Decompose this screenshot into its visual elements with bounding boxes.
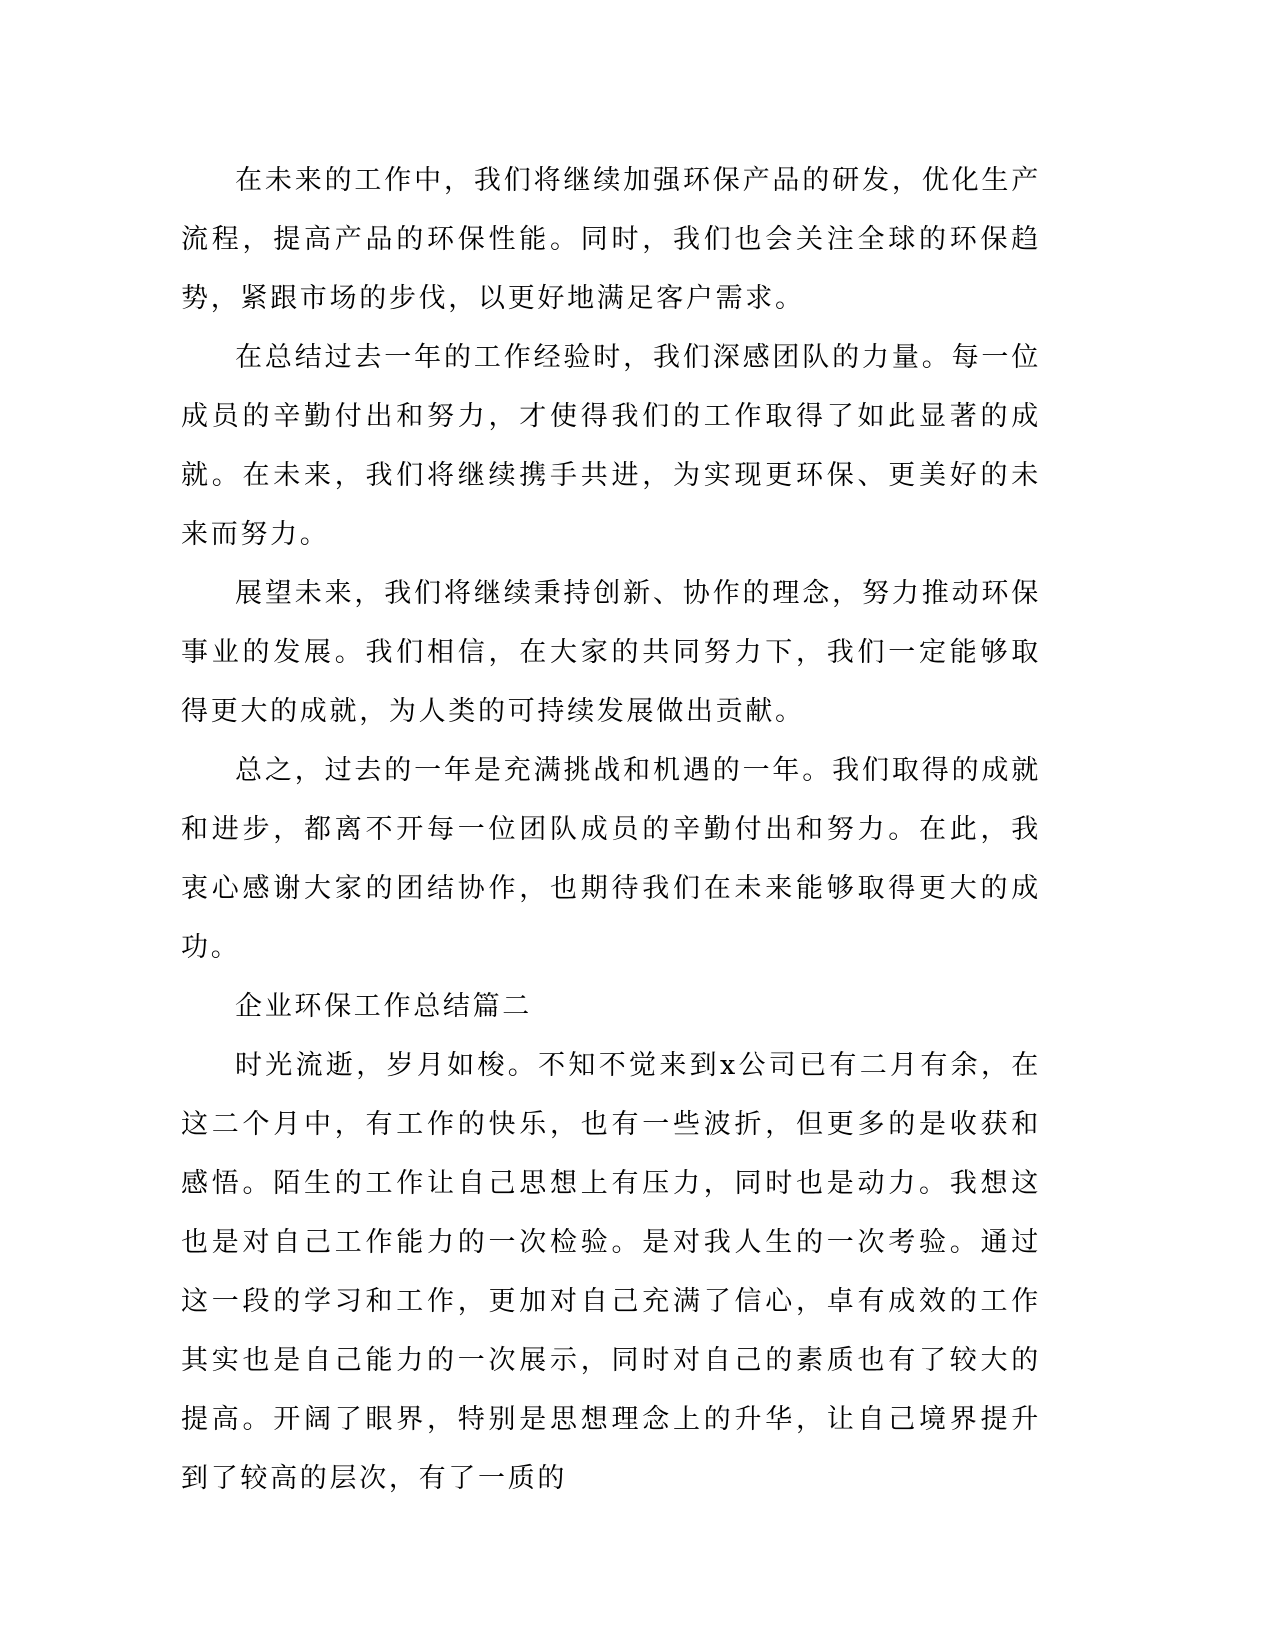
paragraph-time-passes: 时光流逝，岁月如梭。不知不觉来到x公司已有二月有余，在这二个月中，有工作的快乐，也有一些波折，但更多的是收获和感悟。陌生的工作让自己思想上有压力，同时也是动力。我想这也是对自己工作能力的一次检验。是对我人生的一次考验。通过这一段的学习和工作，更加对自己充满了信心，卓有成效的工作其实也是自己能力的一次展示，同时对自己的素质也有了较大的提高。开阔了眼界，特别是思想理念上的升华，让自己境界提升到了较高的层次，有了一质的 — [181, 1050, 1041, 1494]
paragraph-conclusion: 总之，过去的一年是充满挑战和机遇的一年。我们取得的成就和进步，都离不开每一位团队成员的辛勤付出和努力。在此，我衷心感谢大家的团结协作，也期待我们在未来能够取得更大的成功。 — [181, 755, 1041, 963]
paragraph-outlook: 展望未来，我们将继续秉持创新、协作的理念，努力推动环保事业的发展。我们相信，在大家的共同努力下，我们一定能够取得更大的成就，为人类的可持续发展做出贡献。 — [181, 578, 1041, 727]
paragraph-team-strength: 在总结过去一年的工作经验时，我们深感团队的力量。每一位成员的辛勤付出和努力，才使得我们的工作取得了如此显著的成就。在未来，我们将继续携手共进，为实现更环保、更美好的未来而努力。 — [181, 342, 1041, 550]
section-heading: 企业环保工作总结篇二 — [235, 991, 532, 1022]
document-body — [181, 151, 1041, 1508]
paragraph-future-work: 在未来的工作中，我们将继续加强环保产品的研发，优化生产流程，提高产品的环保性能。同时，我们也会关注全球的环保趋势，紧跟市场的步伐，以更好地满足客户需求。 — [181, 165, 1041, 314]
